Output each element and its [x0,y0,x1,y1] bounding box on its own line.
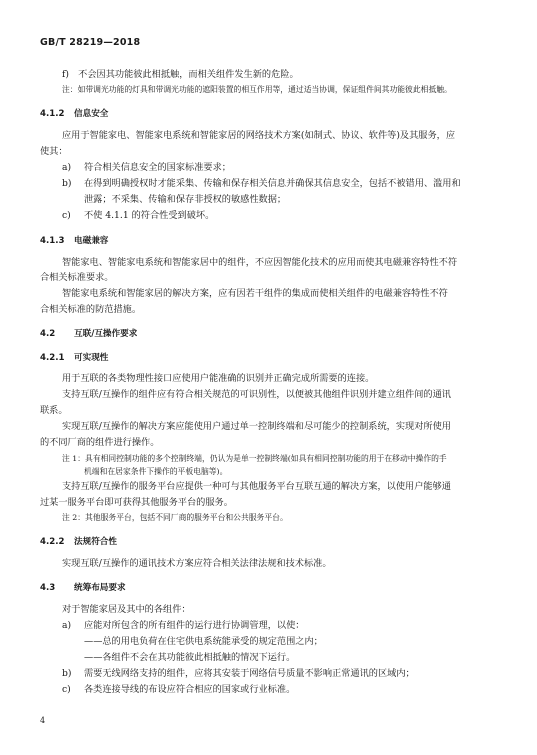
page-number: 4 [40,716,46,725]
dash-item: ——总的用电负荷在住宅供电系统能承受的规定范围之内； [84,636,323,647]
paragraph: 支持互联/互操作的组件应有符合相关规范的可识别性，以便被其他组件识别并建立组件间的通讯 [62,389,451,400]
note: 注：如带调光功能的灯具和带调光功能的遮阳装置的相互作用等，通过适当协调，保证组件间其功能彼此相抵触。 [62,85,452,94]
list-item-a: a) 应能对所包含的所有组件的运行进行协调管理，以使： [62,620,305,631]
dash-item: ——各组件不会在其功能彼此相抵触的情况下运行。 [84,652,296,663]
paragraph: 实现互联/互操作的通讯技术方案应符合相关法律法规和技术标准。 [62,558,332,569]
paragraph: 智能家电系统和智能家居的解决方案，应有因若干组件的集成而使相关组件的电磁兼容特性不符 [62,288,448,299]
section-heading-4-2-2: 4.2.2 法规符合性 [40,537,117,547]
paragraph-cont: 联系。 [40,405,68,416]
paragraph: 用于互联的各类物理性接口应使用户能准确的识别并正确完成所需要的连接。 [62,373,375,384]
paragraph-cont: 的不同厂商的组件进行操作。 [40,437,160,448]
paragraph: 实现互联/互操作的解决方案应能使用户通过单一控制终端和尽可能少的控制系统，实现对所使用 [62,421,451,432]
paragraph-cont: 过某一服务平台即可获得其他服务平台的服务。 [40,497,233,508]
paragraph-cont: 合相关标准要求。 [40,272,114,283]
section-heading-4-1-2: 4.1.2 信息安全 [40,109,109,119]
list-item-f: f) 不会因其功能彼此相抵触，而相关组件发生新的危险。 [62,69,299,80]
section-heading-4-2: 4.2 互联/互操作要求 [40,329,138,339]
list-item-b: b) 在得到明确授权时才能采集、传输和保存相关信息并确保其信息安全，包括不被错用、滥用和 [62,178,461,189]
standard-header: GB/T 28219—2018 [40,37,141,48]
list-item-b: b) 需要无线网络支持的组件，应将其安装于网络信号质量不影响正常通讯的区域内； [62,668,415,679]
list-item-b-cont: 泄露；不采集、传输和保存非授权的敏感性数据； [84,194,287,205]
list-item-a: a) 符合相关信息安全的国家标准要求； [62,162,231,173]
paragraph-cont: 使其： [40,146,68,157]
section-heading-4-1-3: 4.1.3 电磁兼容 [40,236,109,246]
paragraph: 智能家电、智能家电系统和智能家居中的组件，不应因智能化技术的应用而使其电磁兼容特性不符 [62,257,458,268]
note-2: 注 2：其他服务平台，包括不同厂商的服务平台和公共服务平台。 [62,513,288,522]
section-heading-4-3: 4.3 统筹布局要求 [40,583,126,593]
paragraph: 对于智能家居及其中的各组件： [62,604,191,615]
section-heading-4-2-1: 4.2.1 可实现性 [40,353,109,363]
note-1-cont: 机端和在居家条件下操作的平板电脑等)。 [84,467,228,476]
note-1: 注 1：具有相同控制功能的多个控制终端，仍认为是单一控制终端(如具有相同控制功能的用于在移动中操作的手 [62,454,447,463]
paragraph: 应用于智能家电、智能家电系统和智能家居的网络技术方案(如制式、协议、软件等)及其服务，应 [62,130,456,141]
list-item-c: c) 不使 4.1.1 的符合性受到破坏。 [62,210,215,221]
paragraph: 支持互联/互操作的服务平台应提供一种可与其他服务平台互联互通的解决方案，以使用户能够通 [62,481,451,492]
paragraph-cont: 合相关标准的防范措施。 [40,304,142,315]
list-item-c: c) 各类连接导线的布设应符合相应的国家或行业标准。 [62,684,296,695]
